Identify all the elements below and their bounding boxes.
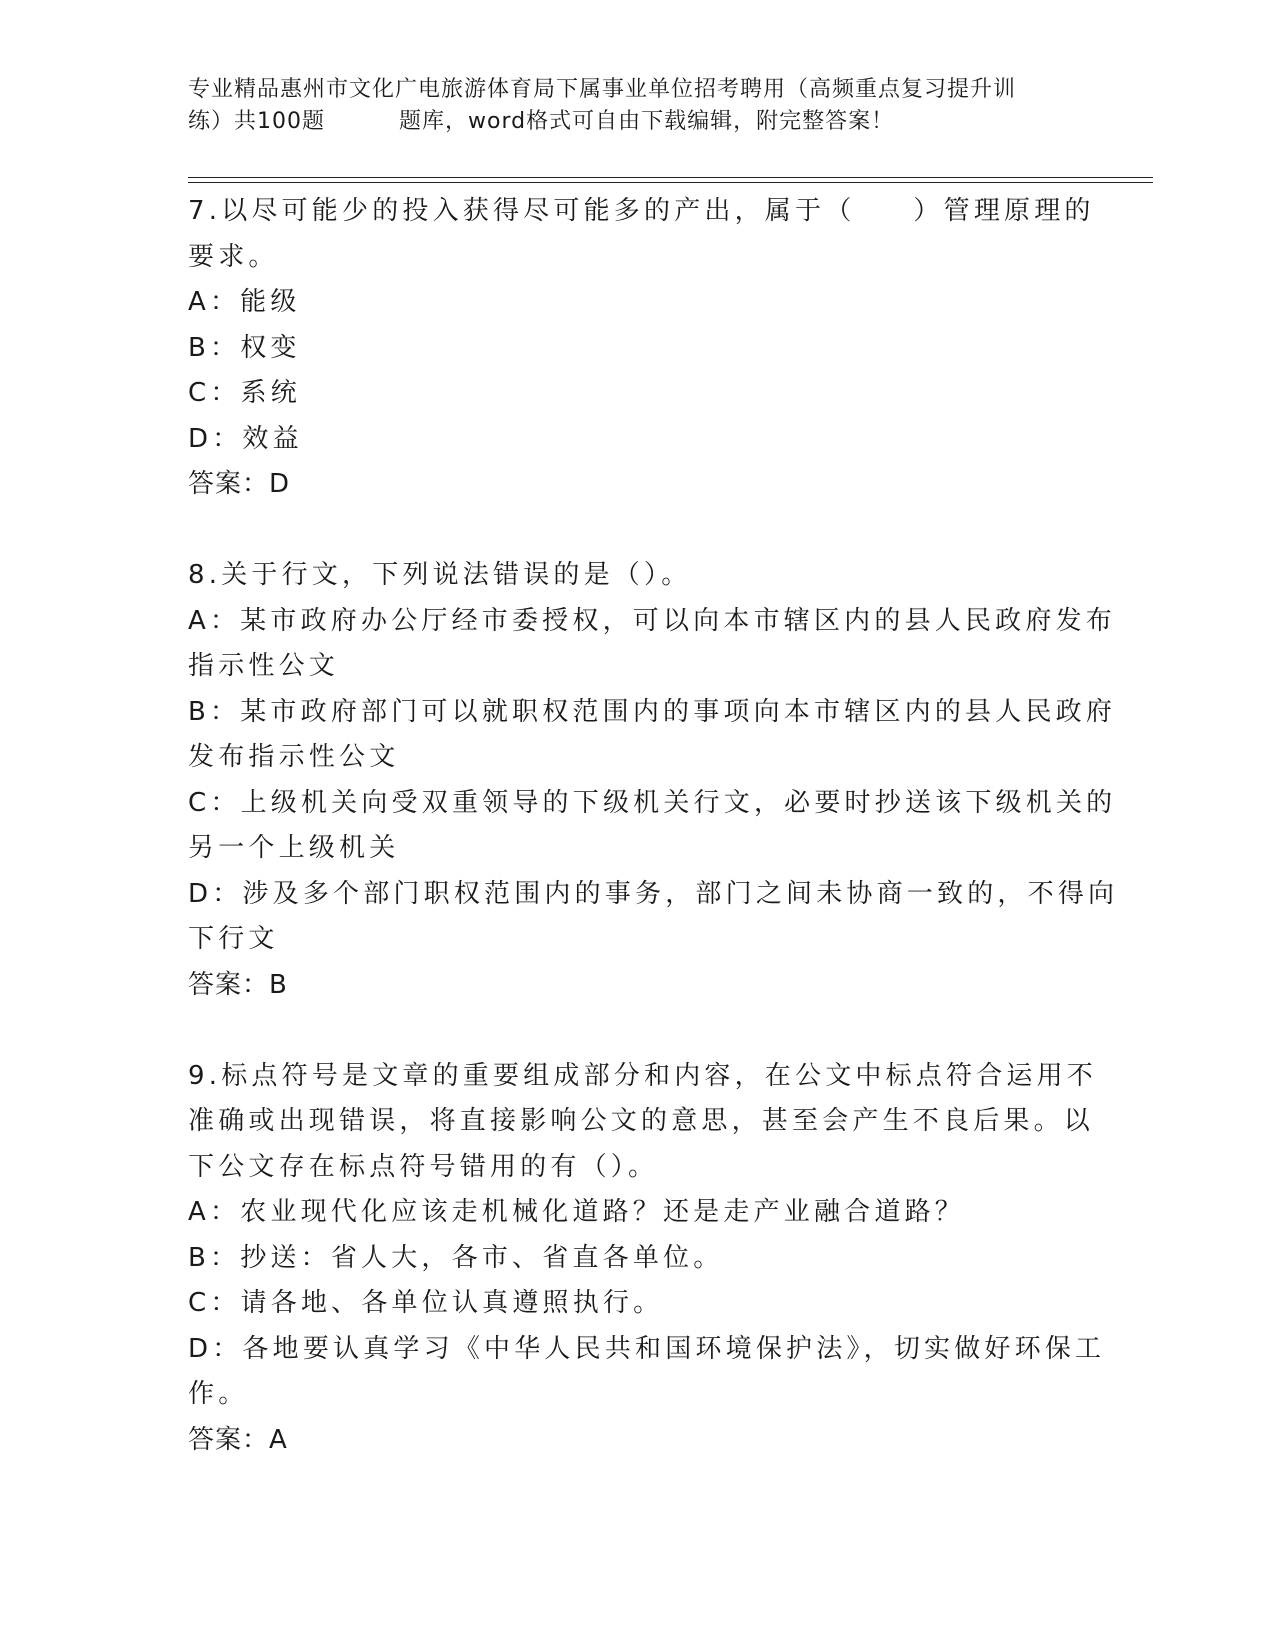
option-a: A：某市政府办公厅经市委授权，可以向本市辖区内的县人民政府发布 (188, 605, 1116, 636)
option-c: C：上级机关向受双重领导的下级机关行文，必要时抄送该下级机关的 (188, 787, 1117, 818)
option-b: B：权变 (188, 332, 301, 363)
option-d: D：涉及多个部门职权范围内的事务，部门之间未协商一致的，不得向 (188, 878, 1119, 909)
option-c: C：请各地、各单位认真遵照执行。 (188, 1288, 664, 1318)
question-8 (188, 553, 1119, 1008)
question-stem-line: 准确或出现错误，将直接影响公文的意思，甚至会产生不良后果。以 (188, 1106, 1095, 1136)
option-c: C：系统 (188, 378, 301, 408)
option-d-continued: 下行文 (188, 924, 279, 954)
option-b: B：某市政府部门可以就职权范围内的事项向本市辖区内的县人民政府 (188, 696, 1117, 727)
option-b-continued: 发布指示性公文 (188, 742, 400, 772)
option-a: A：能级 (188, 287, 301, 317)
option-a: A：农业现代化应该走机械化道路？还是走产业融合道路？ (188, 1197, 965, 1227)
question-stem-line: 9.标点符号是文章的重要组成部分和内容，在公文中标点符合运用不 (188, 1060, 1098, 1091)
question-9 (188, 1054, 1106, 1464)
option-b: B：抄送：省人大，各市、省直各单位。 (188, 1242, 724, 1273)
option-d: D：各地要认真学习《中华人民共和国环境保护法》，切实做好环保工 (188, 1333, 1106, 1364)
question-stem-line: 8.关于行文，下列说法错误的是（）。 (188, 560, 692, 590)
question-stem-part: 7.以尽可能少的投入获得尽可能多的产出，属于（ (188, 196, 856, 226)
header-line-1: 专业精品惠州市文化广电旅游体育局下属事业单位招考聘用（高频重点复习提升训 (188, 77, 1017, 102)
header-line-2 (188, 106, 1093, 138)
header-divider-top (188, 177, 1153, 178)
question-stem-line: 下公文存在标点符号错用的有（）。 (188, 1151, 659, 1182)
question-stem-line: 要求。 (188, 241, 279, 272)
answer-line: 答案：A (188, 1424, 288, 1455)
option-a-continued: 指示性公文 (188, 651, 340, 681)
header-line-2-prefix: 练）共100题 (188, 109, 325, 134)
question-7 (188, 189, 1095, 508)
answer-line: 答案：D (188, 469, 291, 499)
question-stem-line (188, 189, 1095, 235)
option-d: D：效益 (188, 423, 303, 454)
answer-line: 答案：B (188, 969, 288, 1000)
header-divider-bottom (188, 182, 1153, 183)
option-d-continued: 作。 (188, 1379, 249, 1409)
question-list (188, 189, 1119, 1463)
document-header (188, 74, 1093, 138)
header-line-2-suffix: 题库，word格式可自由下载编辑，附完整答案！ (399, 109, 895, 134)
option-c-continued: 另一个上级机关 (188, 833, 400, 863)
question-stem-part: ）管理原理的 (913, 196, 1095, 226)
